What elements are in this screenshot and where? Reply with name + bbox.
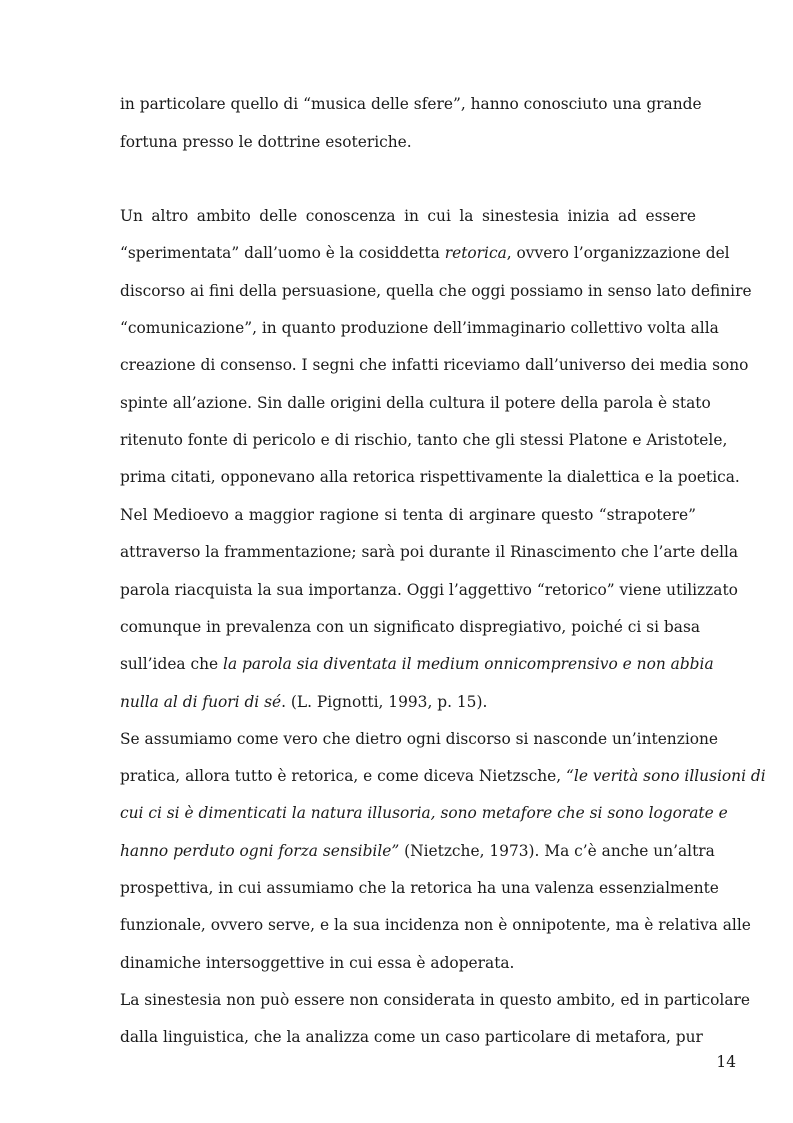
text-segment: “sperimentata” dall’uomo è la cosiddetta: [120, 244, 445, 262]
text-segment: sull’idea che: [120, 655, 224, 673]
text-line: [120, 878, 719, 898]
text-line: [120, 654, 714, 674]
text-line: [120, 915, 751, 935]
italic-text-segment: la parola sia diventata il medium onnicomprensivo e non abbia: [223, 655, 714, 673]
text-segment: in particolare quello di “musica delle sfere”, hanno conosciuto una grande: [120, 95, 702, 113]
text-line: [120, 1027, 703, 1047]
text-line: [120, 729, 719, 749]
text-segment: fortuna presso le dottrine esoteriche.: [120, 133, 412, 151]
text-line: [120, 542, 739, 562]
text-line: [120, 467, 740, 487]
text-segment: Nel Medioevo a maggior ragione si tenta di arginare questo “strapotere”: [120, 506, 696, 524]
text-segment: prima citati, opponevano alla retorica rispettivamente la dialettica e la poetica.: [120, 468, 740, 486]
text-line: [120, 766, 766, 786]
text-segment: , ovvero l’organizzazione del: [506, 244, 730, 262]
text-segment: parola riacquista la sua importanza. Oggi l’aggettivo “retorico” viene utilizzato: [120, 581, 738, 599]
italic-text-segment: retorica: [444, 244, 507, 262]
text-line: [120, 953, 696, 973]
text-segment: . (L. Pignotti, 1993, p. 15).: [281, 693, 488, 711]
text-line: [120, 243, 730, 263]
text-line: [120, 990, 750, 1010]
text-segment: La sinestesia non può essere non considerata in questo ambito, ed in particolare: [120, 991, 750, 1009]
text-segment: dinamiche intersoggettive in cui essa è adoperata.: [120, 954, 515, 972]
text-line: [120, 281, 752, 301]
text-segment: (Nietzche, 1973). Ma c’è anche un’altra: [399, 842, 715, 860]
text-line: [120, 803, 728, 823]
text-line: [120, 355, 749, 375]
text-segment: prospettiva, in cui assumiamo che la retorica ha una valenza essenzialmente: [120, 879, 719, 897]
text-line: [120, 505, 696, 525]
text-line: [120, 393, 711, 413]
text-line: [120, 841, 715, 861]
text-line: [120, 692, 696, 712]
text-line: [120, 580, 738, 600]
text-line: [120, 430, 728, 450]
text-line: [120, 132, 696, 152]
text-segment: Se assumiamo come vero che dietro ogni discorso si nasconde un’intenzione: [120, 730, 719, 748]
text-segment: attraverso la frammentazione; sarà poi durante il Rinascimento che l’arte della: [120, 543, 739, 561]
italic-text-segment: nulla al di fuori di sé: [120, 693, 282, 711]
text-line: [120, 617, 701, 637]
text-line: [120, 318, 719, 338]
italic-text-segment: hanno perduto ogni forza sensibile”: [120, 842, 400, 860]
text-segment: discorso ai fini della persuasione, quella che oggi possiamo in senso lato definire: [120, 282, 752, 300]
text-segment: dalla linguistica, che la analizza come un caso particolare di metafora, pur: [120, 1028, 703, 1046]
text-segment: comunque in prevalenza con un significato dispregiativo, poiché ci si basa: [120, 618, 701, 636]
text-segment: Un altro ambito delle conoscenza in cui la sinestesia inizia ad essere: [120, 207, 696, 225]
text-segment: pratica, allora tutto è retorica, e come diceva Nietzsche,: [120, 767, 567, 785]
text-line: [120, 94, 702, 114]
text-segment: funzionale, ovvero serve, e la sua incidenza non è onnipotente, ma è relativa alle: [120, 916, 751, 934]
text-line: [120, 206, 696, 226]
text-segment: spinte all’azione. Sin dalle origini della cultura il potere della parola è stato: [120, 394, 711, 412]
text-segment: ritenuto fonte di pericolo e di rischio, tanto che gli stessi Platone e Aristotele,: [120, 431, 728, 449]
text-segment: “comunicazione”, in quanto produzione dell’immaginario collettivo volta alla: [120, 319, 719, 337]
italic-text-segment: “le verità sono illusioni di: [566, 767, 766, 785]
text-segment: creazione di consenso. I segni che infatti riceviamo dall’universo dei media sono: [120, 356, 749, 374]
page-number: 14: [716, 1053, 736, 1071]
italic-text-segment: cui ci si è dimenticati la natura illusoria, sono metafore che si sono logorate e: [120, 804, 728, 822]
